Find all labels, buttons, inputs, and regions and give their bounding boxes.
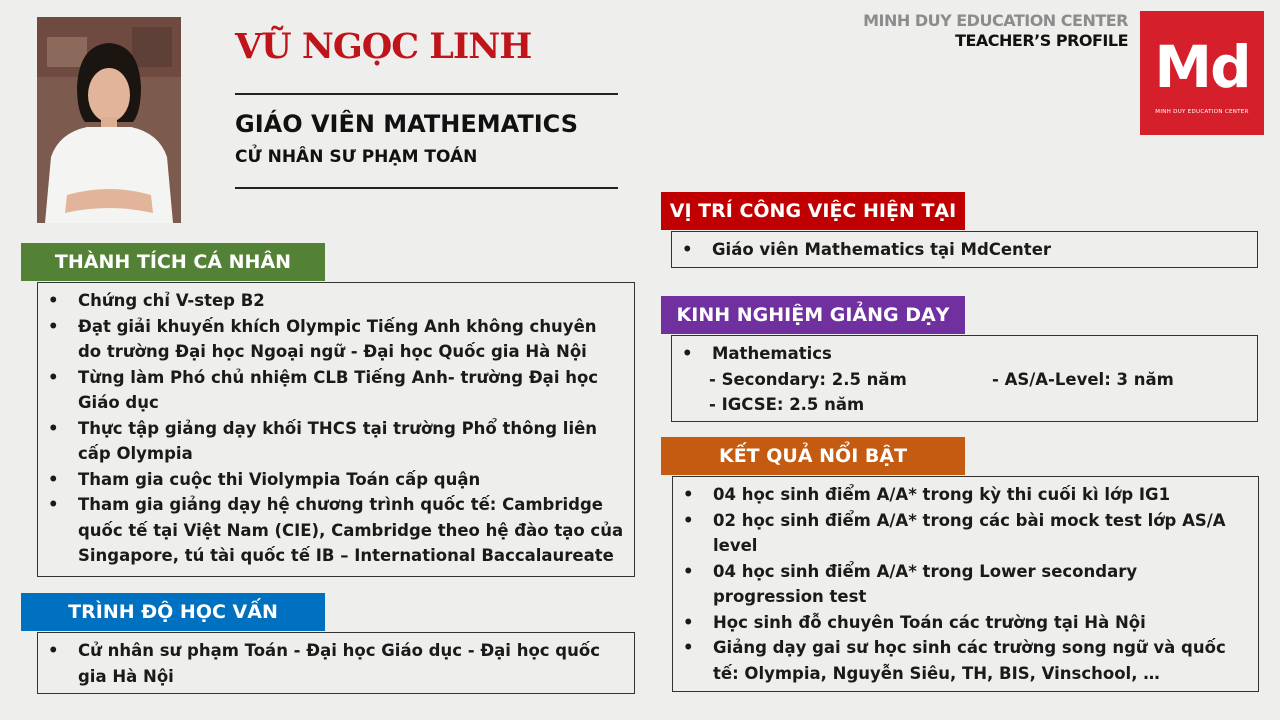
list-item: • 04 học sinh điểm A/A* trong kỳ thi cuối kì lớp IG1 bbox=[673, 482, 1238, 508]
top-divider bbox=[235, 93, 618, 95]
experience-box bbox=[671, 335, 1258, 422]
list-item: • Đạt giải khuyến khích Olympic Tiếng Anh không chuyên do trường Đại học Ngoại ngữ - Đại học Quốc gia Hà Nội bbox=[38, 314, 624, 365]
achievements-list bbox=[38, 288, 624, 569]
list-item: • Tham gia cuộc thi Violympia Toán cấp quận bbox=[38, 467, 624, 493]
achievements-header: THÀNH TÍCH CÁ NHÂN bbox=[21, 243, 325, 281]
experience-list bbox=[672, 341, 1247, 367]
current-position-header: VỊ TRÍ CÔNG VIỆC HIỆN TẠI bbox=[661, 192, 965, 230]
list-item: • 04 học sinh điểm A/A* trong Lower secondary progression test bbox=[673, 559, 1238, 610]
results-box bbox=[672, 476, 1259, 692]
education-list bbox=[38, 638, 624, 689]
list-item: • Học sinh đỗ chuyên Toán các trường tại Hà Nội bbox=[673, 610, 1238, 636]
teacher-degree: CỬ NHÂN SƯ PHẠM TOÁN bbox=[235, 147, 478, 167]
current-position-list bbox=[672, 237, 1247, 263]
list-item: • Tham gia giảng dạy hệ chương trình quốc tế: Cambridge quốc tế tại Việt Nam (CIE), Cambridge theo hệ đào tạo của Singapore, tú tài quốc tế IB – International Baccalaureate bbox=[38, 492, 624, 569]
logo-mark: Md bbox=[1154, 33, 1250, 101]
teacher-name: VŨ NGỌC LINH bbox=[235, 26, 532, 67]
bottom-divider bbox=[235, 187, 618, 189]
list-item: • Chứng chỉ V-step B2 bbox=[38, 288, 624, 314]
list-item: • Giáo viên Mathematics tại MdCenter bbox=[672, 237, 1247, 263]
achievements-box bbox=[37, 282, 635, 577]
experience-row bbox=[672, 392, 1247, 418]
experience-igcse: - IGCSE: 2.5 năm bbox=[709, 395, 865, 414]
results-list bbox=[673, 482, 1238, 686]
results-header: KẾT QUẢ NỔI BẬT bbox=[661, 437, 965, 475]
list-item: • Giảng dạy gai sư học sinh các trường song ngữ và quốc tế: Olympia, Nguyễn Siêu, TH, BIS, Vinschool, … bbox=[673, 635, 1238, 686]
brand-logo bbox=[1140, 11, 1264, 135]
list-item: • Thực tập giảng dạy khối THCS tại trường Phổ thông liên cấp Olympia bbox=[38, 416, 624, 467]
experience-secondary: - Secondary: 2.5 năm bbox=[709, 369, 907, 389]
list-item: • 02 học sinh điểm A/A* trong các bài mock test lớp AS/A level bbox=[673, 508, 1238, 559]
experience-as-a-level: - AS/A-Level: 3 năm bbox=[992, 369, 1174, 389]
current-position-box bbox=[671, 231, 1258, 268]
experience-header: KINH NGHIỆM GIẢNG DẠY bbox=[661, 296, 965, 334]
teacher-photo bbox=[37, 17, 181, 223]
list-item: • Từng làm Phó chủ nhiệm CLB Tiếng Anh- trường Đại học Giáo dục bbox=[38, 365, 624, 416]
teacher-role: GIÁO VIÊN MATHEMATICS bbox=[235, 110, 578, 138]
logo-subtext: MINH DUY EDUCATION CENTER bbox=[1155, 109, 1249, 115]
center-name: MINH DUY EDUCATION CENTER bbox=[863, 11, 1128, 30]
education-header: TRÌNH ĐỘ HỌC VẤN bbox=[21, 593, 325, 631]
experience-row bbox=[672, 367, 1247, 393]
list-item: • Cử nhân sư phạm Toán - Đại học Giáo dục - Đại học quốc gia Hà Nội bbox=[38, 638, 624, 689]
education-box bbox=[37, 632, 635, 694]
experience-subject: • Mathematics bbox=[672, 341, 1247, 367]
profile-label: TEACHER’S PROFILE bbox=[955, 31, 1128, 50]
